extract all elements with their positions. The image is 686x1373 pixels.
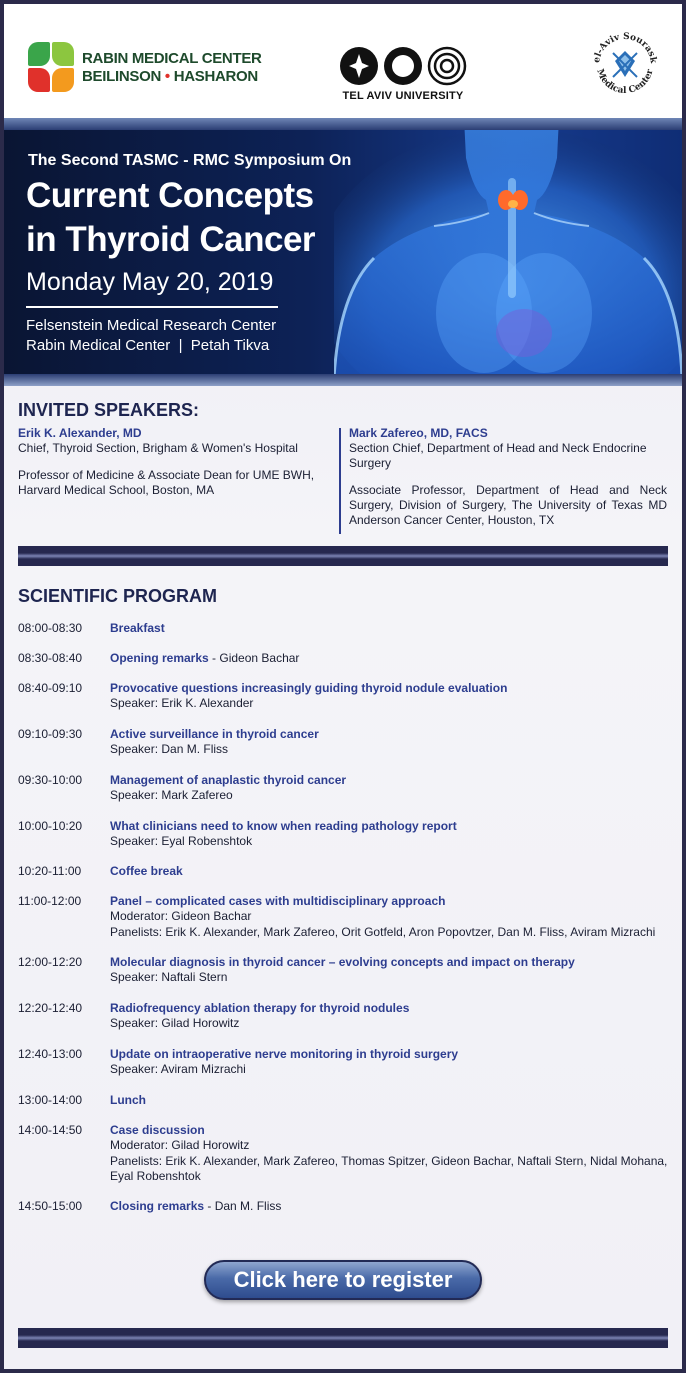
program-row	[18, 1199, 678, 1214]
tau-label: TEL AVIV UNIVERSITY	[342, 90, 464, 102]
program-title: Coffee break	[110, 864, 183, 878]
banner-top-strip	[4, 118, 682, 130]
program-row	[18, 1123, 678, 1184]
program-row	[18, 1047, 678, 1078]
program-title: Breakfast	[110, 621, 165, 635]
speaker-role: Section Chief, Department of Head and Neck Endocrine Surgery	[349, 441, 647, 470]
tasmc-bottom-text: Medical Center	[594, 67, 656, 97]
speaker-role: Professor of Medicine & Associate Dean for UME BWH, Harvard Medical School, Boston, MA	[18, 468, 315, 497]
rmc-hasharon: HASHARON	[173, 68, 258, 85]
program-time: 12:00-12:20	[18, 955, 83, 969]
program-detail: Speaker: Gilad Horowitz	[110, 1016, 240, 1031]
speaker-role: Associate Professor, Department of Head and Neck Surgery, Division of Surgery, The University of Texas MD Anderson Cancer Center, Houston, TX	[349, 483, 667, 527]
program-time: 08:40-09:10	[18, 681, 83, 695]
program-time: 12:40-13:00	[18, 1047, 83, 1061]
event-banner	[4, 118, 682, 378]
program-row	[18, 1001, 678, 1032]
program-title: Closing remarks	[110, 1199, 205, 1213]
event-title-line-2: in Thyroid Cancer	[26, 220, 316, 259]
program-detail: Panelists: Erik K. Alexander, Mark Zafereo, Orit Gotfeld, Aron Popovtzer, Dan M. Fliss, Aviram Mizrachi	[110, 924, 656, 939]
tau-circles-icon	[339, 46, 467, 86]
program-row	[18, 864, 678, 879]
rmc-leaf-icon	[26, 40, 76, 96]
rmc-separator: •	[164, 68, 170, 85]
event-title	[26, 174, 315, 262]
venue-line-1: Felsenstein Medical Research Center	[26, 317, 277, 334]
tasmc-top-text: el-Aviv Sourask	[592, 31, 659, 65]
program-title: Case discussion	[110, 1123, 205, 1137]
program-title: Molecular diagnosis in thyroid cancer – evolving concepts and impact on therapy	[110, 955, 575, 969]
program-time: 10:00-10:20	[18, 819, 83, 833]
program-title: Panel – complicated cases with multidisciplinary approach	[110, 894, 446, 908]
rmc-beilinson: BEILINSON	[82, 68, 161, 85]
symposium-subtitle: The Second TASMC - RMC Symposium On	[28, 152, 352, 169]
section-divider-bar	[18, 546, 668, 566]
banner-bottom-strip	[4, 374, 682, 386]
program-detail: Panelists: Erik K. Alexander, Mark Zafereo, Thomas Spitzer, Gideon Bachar, Naftali Stern, Nidal Mohana, Eyal Robenshtok	[110, 1153, 668, 1183]
program-time: 10:20-11:00	[18, 864, 82, 878]
program-time: 14:50-15:00	[18, 1199, 83, 1213]
banner-divider	[26, 306, 278, 308]
program-time: 12:20-12:40	[18, 1001, 83, 1015]
program-row	[18, 955, 678, 986]
footer-divider-bar	[18, 1328, 668, 1348]
program-time: 09:10-09:30	[18, 727, 83, 741]
program-time: 11:00-12:00	[18, 894, 82, 908]
event-venue	[26, 316, 276, 356]
speaker-zafereo	[349, 426, 667, 540]
program-detail: Moderator: Gideon Bachar	[110, 909, 252, 924]
tau-logo	[339, 46, 467, 102]
scientific-program-heading: SCIENTIFIC PROGRAM	[18, 586, 218, 606]
program-time: 14:00-14:50	[18, 1123, 83, 1137]
program-detail: Speaker: Naftali Stern	[110, 970, 228, 985]
program-row	[18, 727, 678, 758]
program-detail: Moderator: Gilad Horowitz	[110, 1138, 250, 1153]
program-detail: Speaker: Dan M. Fliss	[110, 742, 229, 757]
program-row	[18, 773, 678, 804]
program-title: Opening remarks	[110, 651, 209, 665]
program-title: Provocative questions increasingly guiding thyroid nodule evaluation	[110, 681, 508, 695]
program-time: 08:00-08:30	[18, 621, 83, 635]
tasmc-logo	[589, 29, 661, 101]
speaker-role: Chief, Thyroid Section, Brigham & Women's Hospital	[18, 441, 298, 455]
program-detail: Speaker: Eyal Robenshtok	[110, 834, 253, 849]
program-title: What clinicians need to know when reading pathology report	[110, 819, 457, 833]
human-anatomy-illustration	[334, 118, 682, 378]
program-title: Management of anaplastic thyroid cancer	[110, 773, 347, 787]
speaker-name: Mark Zafereo, MD, FACS	[349, 426, 488, 440]
speaker-name: Erik K. Alexander, MD	[18, 426, 142, 440]
program-detail: Speaker: Mark Zafereo	[110, 788, 233, 803]
program-title: Update on intraoperative nerve monitoring in thyroid surgery	[110, 1047, 459, 1061]
program-time: 09:30-10:00	[18, 773, 83, 787]
tasmc-seal-icon	[589, 29, 661, 101]
program-row	[18, 819, 678, 850]
logo-header	[4, 4, 682, 118]
rmc-logo	[26, 40, 262, 96]
program-time: 08:30-08:40	[18, 651, 83, 665]
program-row	[18, 1093, 678, 1108]
program-row	[18, 621, 678, 636]
event-date: Monday May 20, 2019	[26, 268, 274, 296]
newsletter-frame	[4, 4, 682, 1369]
program-presenter: - Dan M. Fliss	[204, 1199, 282, 1213]
program-row	[18, 894, 678, 940]
program-title: Active surveillance in thyroid cancer	[110, 727, 319, 741]
program-presenter: - Gideon Bachar	[208, 651, 300, 665]
speakers-divider	[339, 428, 341, 534]
program-row	[18, 651, 678, 666]
program-detail: Speaker: Aviram Mizrachi	[110, 1062, 246, 1077]
event-title-line-1: Current Concepts	[26, 176, 314, 215]
program-title: Radiofrequency ablation therapy for thyroid nodules	[110, 1001, 410, 1015]
speaker-alexander	[18, 426, 336, 510]
program-title: Lunch	[110, 1093, 146, 1107]
program-row	[18, 681, 678, 712]
venue-line-2: Rabin Medical Center | Petah Tikva	[26, 337, 270, 354]
rmc-name: RABIN MEDICAL CENTER	[82, 50, 262, 67]
program-time: 13:00-14:00	[18, 1093, 83, 1107]
invited-speakers-heading: INVITED SPEAKERS:	[18, 400, 200, 420]
register-button[interactable]: Click here to register	[204, 1260, 482, 1300]
program-detail: Speaker: Erik K. Alexander	[110, 696, 254, 711]
